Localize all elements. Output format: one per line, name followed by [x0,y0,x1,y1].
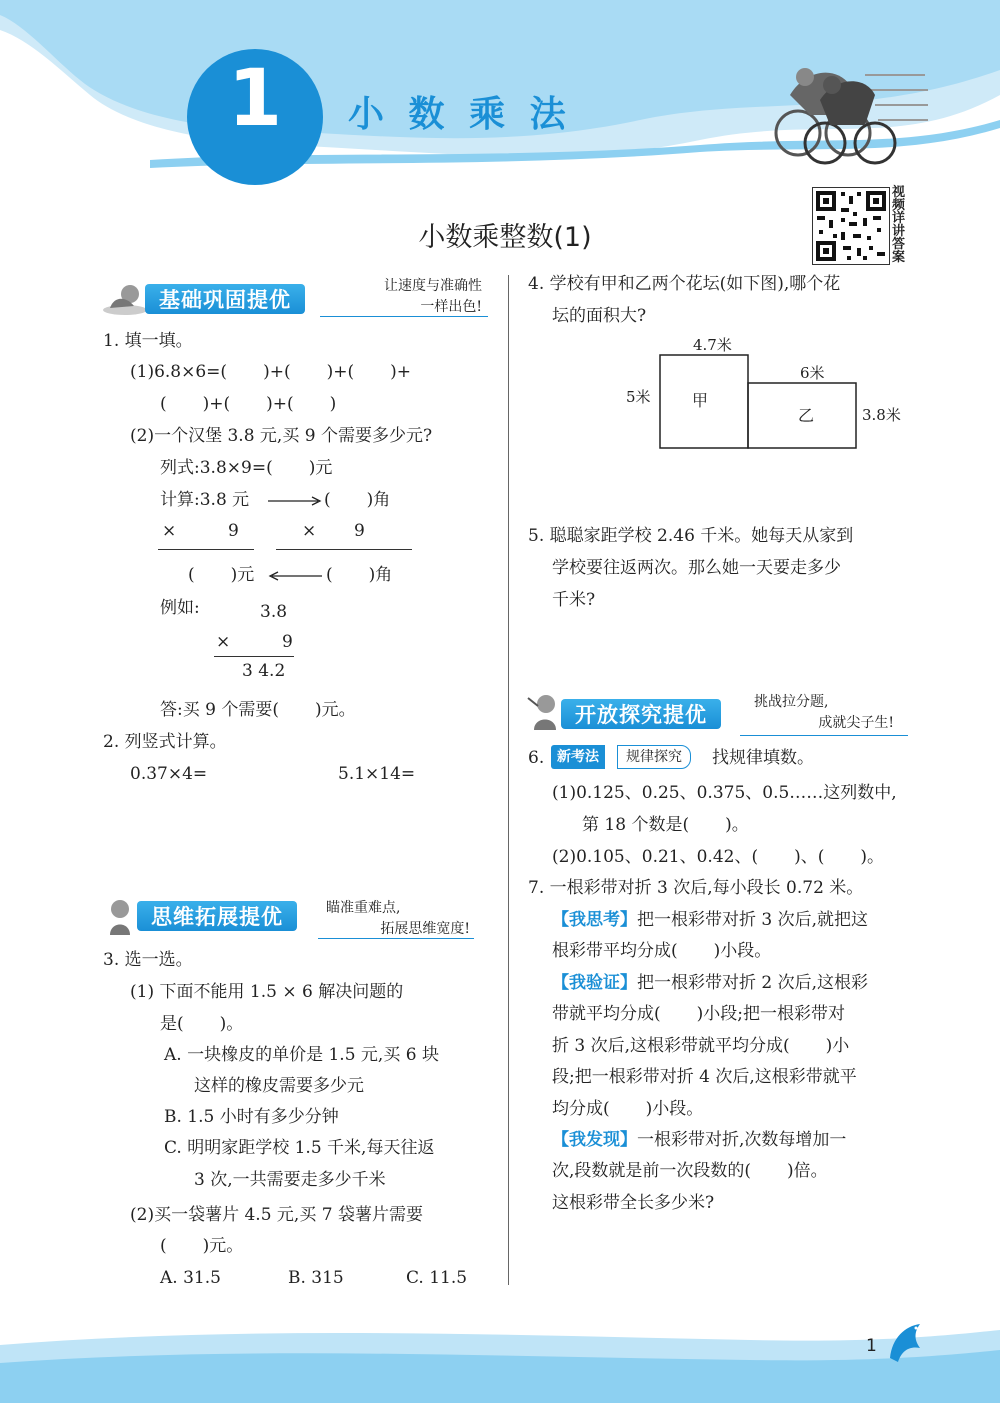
slogan-line: 成就尖子生! [818,715,894,731]
text: )+( [263,362,291,382]
q4-height-jia: 5米 [626,388,651,406]
q6-tag-new: 新考法 [551,745,605,769]
text: 答:买 9 个需要( [160,700,279,720]
q1-times-right: × [302,521,317,541]
q7-think-2 [552,943,771,960]
text: ) [329,394,337,414]
q6-number: 6. [528,748,545,768]
text: )+( [202,394,231,414]
skateboard-kid-icon [100,282,150,318]
slogan-underline [740,735,908,736]
text: 把一根彩带对折 2 次后,这根彩 [637,973,869,993]
q6-prompt: 找规律填数。 [712,748,814,768]
q4-label-yi: 乙 [798,406,815,425]
text: 根彩带平均分成( [552,941,678,961]
chapter-number: 1 [227,54,283,144]
q5-line3: 千米? [552,590,596,610]
q3-choice-a: A. 31.5 [160,1268,221,1288]
text: ( [326,565,333,585]
page-number: 1 [866,1336,877,1356]
q1-heading: 1. 填一填。 [103,331,193,351]
text: ( [160,394,167,414]
text: )元 [230,565,255,585]
column-divider [508,275,509,1285]
q7-line1: 7. 一根彩带对折 3 次后,每小段长 0.72 米。 [528,878,864,898]
q3-option-c-2: 3 次,一共需要走多少千米 [194,1170,386,1190]
q1-p2-line: (2)一个汉堡 3.8 元,买 9 个需要多少元? [130,426,433,446]
q3-p2-line1: (2)买一袋薯片 4.5 元,买 7 袋薯片需要 [130,1205,423,1225]
text: )倍。 [787,1161,828,1181]
text: )+( [326,362,355,382]
text: )、( [794,847,825,867]
text: 一根彩带对折,次数每增加一 [637,1130,847,1150]
q2-b: 5.1×14= [338,764,416,784]
slogan-line: 拓展思维宽度! [380,921,470,937]
q1-example-nine: 9 [282,632,293,652]
q1-answer [160,702,356,719]
thinking-kid-icon [100,897,140,937]
slogan-line: 一样出色! [420,299,482,315]
text: 次,段数就是前一次段数的( [552,1161,752,1181]
section-thinking-slogan [318,898,470,940]
q1-yuan-bottom [188,567,254,584]
q1-example-label: 例如: [160,598,200,618]
q4-width-yi: 6米 [800,364,825,382]
q1-p1-line2 [160,396,336,413]
text: )元 [308,458,333,478]
text: 是( [160,1014,184,1034]
q4-line1: 4. 学校有甲和乙两个花坛(如下图),哪个花 [528,274,841,294]
q3-p1-line1: (1) 下面不能用 1.5 × 6 解决问题的 [130,982,404,1002]
q4-height-yi: 3.8米 [862,406,901,424]
text: ( [188,565,195,585]
text: )+ [390,362,411,382]
text: ( [160,1236,167,1256]
q3-option-b: B. 1.5 小时有多少分钟 [164,1107,339,1127]
section-open-title: 开放探究提优 [561,699,721,729]
q6-p1-line1: (1)0.125、0.25、0.375、0.5……这列数中, [552,783,897,803]
q7-find-2 [552,1163,828,1180]
q1-example-line [214,656,294,657]
section-open-slogan [742,692,894,734]
q3-option-a-2: 这样的橡皮需要多少元 [194,1076,364,1096]
text: )。 [219,1014,244,1034]
q1-calc-line-left [158,549,254,550]
left-arrow-icon [266,569,324,583]
q3-choice-b: B. 315 [288,1268,344,1288]
q6-tag-rule: 规律探究 [617,745,691,769]
footer-wave [0,1315,1000,1403]
q1-jiao-bottom [326,567,392,584]
q3-choice-c: C. 11.5 [406,1268,468,1288]
text: )小段。 [713,941,772,961]
qr-caption: 视频详讲答案 [892,185,906,265]
q2-heading: 2. 列竖式计算。 [103,732,227,752]
q5-line2: 学校要往返两次。那么她一天要走多少 [552,558,841,578]
verify-tag: 【我验证】 [552,973,637,993]
q3-p1-line2 [160,1016,243,1033]
q7-verify-3 [552,1038,849,1055]
dolphin-icon [880,1318,930,1368]
lesson-title: 小数乘整数(1) [418,222,592,253]
text: )小 [825,1036,850,1056]
q7-final: 这根彩带全长多少米? [552,1193,715,1213]
slogan-line: 瞄准重难点, [326,900,401,916]
right-arrow-icon [268,494,324,508]
q4-label-jia: 甲 [692,391,709,410]
q7-verify-1 [552,975,868,992]
q1-nine-left: 9 [228,521,239,541]
text: (1)6.8×6=( [130,362,228,382]
q3-heading: 3. 选一选。 [103,950,193,970]
q1-calc-line-right [276,549,412,550]
q6-p2 [552,849,884,866]
q5-line1: 5. 聪聪家距学校 2.46 千米。她每天从家到 [528,526,854,546]
text: 折 3 次后,这根彩带就平均分成( [552,1036,790,1056]
q1-times-left: × [162,521,177,541]
text: 计算:3.8 元 [160,490,250,510]
text: )小段;把一根彩带对 [696,1004,846,1024]
text: )。 [725,815,749,835]
q7-find-1 [552,1132,846,1149]
q7-think-1 [552,912,868,929]
q6-p1-line2 [582,817,749,834]
chapter-title: 小 数 乘 法 [348,94,572,135]
text: 带就平均分成( [552,1004,661,1024]
slogan-underline [320,316,488,317]
q3-option-c-1: C. 明明家距学校 1.5 千米,每天往返 [164,1138,435,1158]
slogan-line: 让速度与准确性 [384,278,482,294]
think-tag: 【我思考】 [552,910,637,930]
q1-calc [160,492,249,509]
slogan-line: 挑战拉分题, [754,694,829,710]
cyclists-illustration [770,55,930,165]
q1-example-result: 3 4.2 [242,661,286,681]
text: 第 18 个数是( [582,815,690,835]
q1-example-top: 3.8 [260,602,288,622]
text: )角 [366,490,391,510]
text: )角 [368,565,393,585]
text: )。 [860,847,884,867]
section-basic-title: 基础巩固提优 [145,284,305,314]
q7-verify-5 [552,1101,703,1118]
q7-verify-2 [552,1006,845,1023]
q1-jiao-top [324,492,390,509]
section-thinking-title: 思维拓展提优 [137,901,297,931]
q4-line2: 坛的面积大? [552,306,647,326]
flowerbed-diagram [650,350,860,454]
section-basic-slogan [330,276,482,318]
text: )+( [266,394,294,414]
text: 列式:3.8×9=( [160,458,273,478]
q7-verify-4: 段;把一根彩带对折 4 次后,这根彩带就平 [552,1067,857,1087]
q4-width-jia: 4.7米 [693,336,732,354]
text: )元。 [202,1236,244,1256]
text: 均分成( [552,1099,610,1119]
qr-code[interactable] [812,187,890,265]
q1-example-times: × [216,632,231,652]
q3-option-a-1: A. 一块橡皮的单价是 1.5 元,买 6 块 [164,1045,439,1065]
text: (2)0.105、0.21、0.42、( [552,847,759,867]
q3-p2-line2 [160,1238,243,1255]
q1-p1-line1 [130,364,411,381]
q1-nine-right: 9 [354,521,365,541]
text: )元。 [314,700,356,720]
q2-a: 0.37×4= [130,764,208,784]
slogan-underline [318,938,474,939]
q1-formula [160,460,332,477]
text: )小段。 [645,1099,704,1119]
find-tag: 【我发现】 [552,1130,637,1150]
explorer-kid-icon [524,692,564,732]
text: ( [324,490,331,510]
text: 把一根彩带对折 3 次后,就把这 [637,910,869,930]
